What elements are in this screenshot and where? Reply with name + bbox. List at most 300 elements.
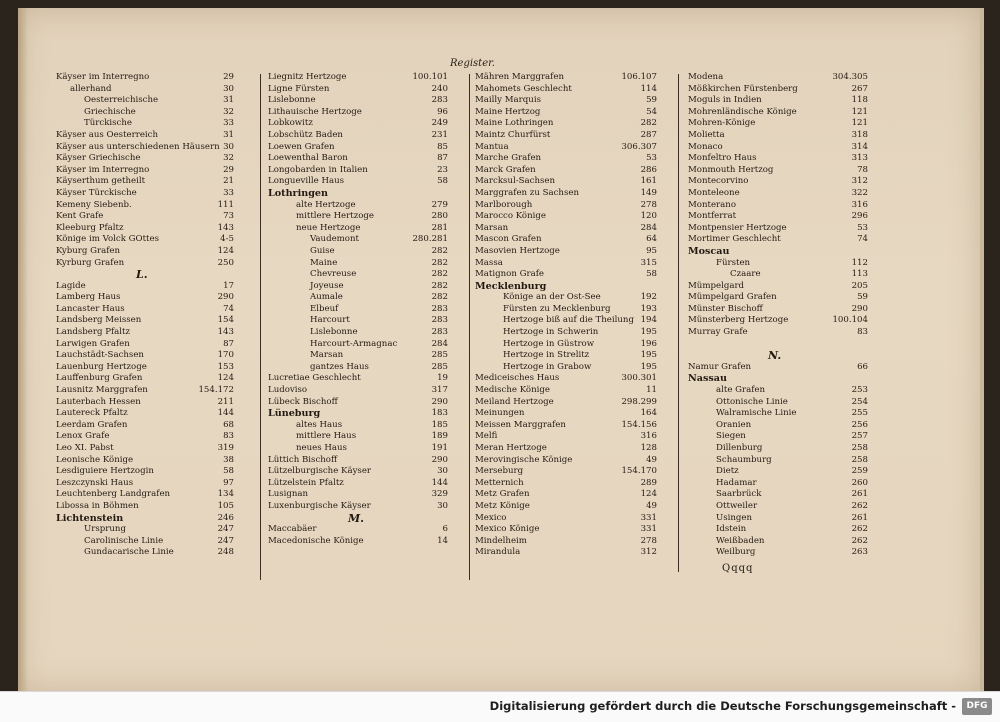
index-entry — [268, 72, 448, 84]
entry-name: Hertzoge in Schwerin — [503, 327, 599, 338]
index-entry — [475, 385, 657, 397]
index-entry — [688, 142, 868, 154]
entry-page-number: 6 — [442, 524, 448, 535]
index-entry — [688, 362, 868, 374]
entry-page-number: 257 — [851, 431, 868, 442]
entry-name: Moguls in Indien — [688, 95, 762, 106]
entry-name: Mailly Marquis — [475, 95, 541, 106]
entry-page-number: 30 — [437, 500, 448, 511]
entry-page-number: 280 — [431, 211, 448, 222]
entry-name: Mantua — [475, 141, 509, 152]
entry-name: Hertzoge in Güstrow — [503, 338, 595, 349]
column-rule — [678, 74, 679, 572]
entry-page-number: 316 — [640, 431, 657, 442]
entry-page-number: 124 — [217, 245, 234, 256]
dfg-logo[interactable]: DFG — [962, 698, 992, 715]
index-entry — [56, 350, 234, 362]
index-entry — [688, 373, 868, 385]
index-entry — [56, 84, 234, 96]
entry-page-number: 317 — [431, 385, 448, 396]
entry-page-number: 231 — [431, 129, 448, 140]
entry-page-number: 282 — [431, 245, 448, 256]
index-entry — [688, 304, 868, 316]
index-entry — [56, 524, 234, 536]
entry-name: Schaumburg — [716, 454, 772, 465]
entry-page-number: 32 — [223, 153, 234, 164]
entry-name: Longobarden in Italien — [268, 164, 368, 175]
index-entry — [56, 281, 234, 293]
index-entry — [56, 536, 234, 548]
entry-page-number: 255 — [851, 408, 868, 419]
entry-name: Lobschütz Baden — [268, 129, 343, 140]
index-entry — [475, 420, 657, 432]
entry-page-number: 262 — [851, 500, 868, 511]
entry-page-number: 74 — [857, 234, 868, 245]
entry-name: Saarbrück — [716, 489, 762, 500]
entry-name: Lithauische Hertzoge — [268, 106, 362, 117]
index-entry — [475, 431, 657, 443]
entry-page-number: 49 — [646, 454, 657, 465]
entry-name: Larwigen Grafen — [56, 338, 130, 349]
entry-name: neue Hertzoge — [296, 222, 361, 233]
index-entry — [56, 118, 234, 130]
index-entry — [688, 130, 868, 142]
entry-name: Montferrat — [688, 211, 737, 222]
entry-name: Mascon Grafen — [475, 234, 542, 245]
page-binding-shadow — [18, 8, 28, 692]
index-entry — [688, 223, 868, 235]
index-entry — [268, 408, 448, 420]
entry-page-number: 194 — [640, 315, 657, 326]
entry-page-number: 38 — [223, 454, 234, 465]
index-entry — [268, 95, 448, 107]
entry-page-number: 68 — [223, 419, 234, 430]
index-entry — [268, 466, 448, 478]
entry-page-number: 189 — [431, 431, 448, 442]
entry-name: Lusignan — [268, 489, 309, 500]
index-entry — [475, 478, 657, 490]
index-entry — [688, 547, 868, 559]
entry-page-number: 73 — [223, 211, 234, 222]
index-entry — [56, 362, 234, 374]
entry-page-number: 118 — [851, 95, 868, 106]
entry-name: Marocco Könige — [475, 211, 546, 222]
entry-page-number: 286 — [640, 164, 657, 175]
entry-name: Massa — [475, 257, 503, 268]
index-entry — [688, 72, 868, 84]
entry-page-number: 30 — [223, 141, 234, 152]
entry-page-number: 262 — [851, 524, 868, 535]
index-entry — [475, 211, 657, 223]
entry-page-number: 164 — [640, 408, 657, 419]
index-entry — [56, 455, 234, 467]
index-entry — [56, 95, 234, 107]
index-entry — [56, 489, 234, 501]
entry-name: Lichtenstein — [56, 512, 124, 524]
index-entry — [268, 258, 448, 270]
index-entry — [688, 489, 868, 501]
entry-page-number: 290 — [217, 292, 234, 303]
index-entry — [268, 339, 448, 351]
entry-name: Loewenthal Baron — [268, 153, 348, 164]
footer-bar — [0, 691, 1000, 722]
index-entry — [56, 200, 234, 212]
index-entry — [268, 350, 448, 362]
index-entry — [688, 281, 868, 293]
index-column-1 — [56, 72, 234, 559]
book-page — [18, 8, 984, 692]
entry-name: neues Haus — [296, 443, 347, 453]
entry-name: Münster Bischoff — [688, 303, 763, 314]
index-entry — [475, 327, 657, 339]
entry-page-number: 195 — [640, 350, 657, 361]
index-entry — [268, 385, 448, 397]
entry-name: Käyser im Interregno — [56, 164, 150, 175]
index-entry — [268, 153, 448, 165]
entry-name: Münsterberg Hertzoge — [688, 315, 789, 326]
index-entry — [268, 431, 448, 443]
index-entry — [268, 130, 448, 142]
entry-page-number: 153 — [217, 361, 234, 372]
index-entry — [688, 269, 868, 281]
index-entry — [268, 246, 448, 258]
index-entry — [56, 142, 234, 154]
index-entry — [56, 176, 234, 188]
entry-name: Meran Hertzoge — [475, 443, 547, 453]
index-entry — [688, 397, 868, 409]
entry-page-number: 306.307 — [621, 141, 657, 152]
entry-name: Merseburg — [475, 466, 524, 477]
entry-page-number: 249 — [431, 118, 448, 129]
index-entry — [56, 466, 234, 478]
index-entry — [688, 315, 868, 327]
entry-name: Lenox Grafe — [56, 431, 110, 442]
entry-page-number: 149 — [640, 187, 657, 198]
index-column-4 — [688, 72, 868, 559]
index-entry — [688, 385, 868, 397]
entry-name: Metternich — [475, 477, 524, 488]
entry-name: Medische Könige — [475, 385, 550, 396]
entry-page-number: 191 — [431, 443, 448, 453]
entry-page-number: 248 — [217, 547, 234, 558]
entry-page-number: 316 — [851, 199, 868, 210]
entry-page-number: 285 — [431, 350, 448, 361]
entry-name: Maintz Churfürst — [475, 129, 551, 140]
entry-page-number: 282 — [431, 280, 448, 291]
index-entry — [475, 397, 657, 409]
entry-name: Kleeburg Pfaltz — [56, 222, 124, 233]
index-entry — [688, 95, 868, 107]
entry-name: Marsan — [310, 350, 344, 361]
entry-name: Könige an der Ost-See — [503, 292, 601, 303]
index-entry — [56, 339, 234, 351]
index-entry — [475, 84, 657, 96]
entry-name: Liegnitz Hertzoge — [268, 72, 347, 82]
index-entry — [268, 397, 448, 409]
entry-page-number: 49 — [646, 500, 657, 511]
index-entry — [688, 455, 868, 467]
entry-name: Monteleone — [688, 187, 740, 198]
entry-name: Weilburg — [716, 547, 756, 558]
entry-name: Käyser Griechische — [56, 153, 141, 164]
index-entry — [56, 223, 234, 235]
entry-name: Guise — [310, 245, 335, 256]
entry-name: Mohrenländische Könige — [688, 106, 797, 117]
index-entry — [475, 350, 657, 362]
index-entry — [56, 408, 234, 420]
index-entry — [56, 397, 234, 409]
index-entry — [688, 536, 868, 548]
entry-page-number: 33 — [223, 118, 234, 129]
index-entry — [268, 165, 448, 177]
index-entry — [688, 327, 868, 339]
index-entry — [688, 258, 868, 270]
entry-page-number: 33 — [223, 187, 234, 198]
entry-page-number: 281 — [431, 222, 448, 233]
entry-name: Idstein — [716, 524, 747, 535]
entry-name: Mexico Könige — [475, 524, 540, 535]
index-entry — [475, 223, 657, 235]
entry-name: Elbeuf — [310, 303, 339, 314]
entry-page-number: 85 — [437, 141, 448, 152]
entry-name: Lamberg Haus — [56, 292, 121, 303]
entry-page-number: 124 — [217, 373, 234, 384]
entry-name: Gundacarische Linie — [84, 547, 174, 558]
index-entry — [56, 153, 234, 165]
entry-name: Marck Grafen — [475, 164, 536, 175]
entry-name: Merovingische Könige — [475, 454, 573, 465]
entry-page-number: 296 — [851, 211, 868, 222]
entry-page-number: 319 — [217, 443, 234, 453]
entry-name: Fürsten — [716, 257, 751, 268]
index-entry — [268, 513, 448, 525]
index-entry — [688, 350, 868, 362]
index-entry — [56, 478, 234, 490]
entry-page-number: 185 — [431, 419, 448, 430]
index-entry — [56, 165, 234, 177]
index-entry — [268, 107, 448, 119]
entry-name: Joyeuse — [310, 280, 344, 291]
entry-page-number: 278 — [640, 535, 657, 546]
index-entry — [268, 188, 448, 200]
entry-name: Marggrafen zu Sachsen — [475, 187, 579, 198]
index-entry — [688, 408, 868, 420]
index-entry — [56, 292, 234, 304]
entry-name: Käyser aus unterschiedenen Häusern — [56, 141, 220, 152]
entry-name: Harcourt — [310, 315, 350, 326]
entry-page-number: 247 — [217, 524, 234, 535]
entry-page-number: 121 — [851, 118, 868, 129]
entry-page-number: 66 — [857, 361, 868, 372]
entry-page-number: 312 — [640, 547, 657, 558]
index-entry — [268, 489, 448, 501]
entry-page-number: 331 — [640, 524, 657, 535]
entry-name: Kemeny Siebenb. — [56, 199, 132, 210]
entry-page-number: 114 — [640, 83, 657, 94]
entry-name: Namur Grafen — [688, 361, 752, 372]
entry-page-number: 279 — [431, 199, 448, 210]
entry-page-number: 134 — [217, 489, 234, 500]
index-entry — [475, 362, 657, 374]
index-entry — [56, 211, 234, 223]
entry-name: Maccabäer — [268, 524, 317, 535]
index-entry — [475, 443, 657, 455]
entry-name: Kent Grafe — [56, 211, 104, 222]
entry-name: Ottweiler — [716, 500, 758, 511]
index-entry — [475, 339, 657, 351]
entry-page-number: 143 — [217, 222, 234, 233]
entry-page-number: 31 — [223, 129, 234, 140]
entry-page-number: 58 — [223, 466, 234, 477]
entry-page-number: 30 — [223, 83, 234, 94]
entry-page-number: 154 — [217, 315, 234, 326]
entry-name: Vaudemont — [310, 234, 359, 245]
index-entry — [475, 72, 657, 84]
index-entry — [475, 373, 657, 385]
entry-name: Landsberg Pfaltz — [56, 327, 131, 338]
entry-page-number: 314 — [851, 141, 868, 152]
entry-page-number: 256 — [851, 419, 868, 430]
entry-page-number: 124 — [640, 489, 657, 500]
entry-name: Lagide — [56, 280, 86, 291]
entry-name: Lancaster Haus — [56, 303, 125, 314]
entry-page-number: 144 — [217, 408, 234, 419]
index-entry — [688, 188, 868, 200]
entry-name: alte Grafen — [716, 385, 766, 396]
index-entry — [268, 373, 448, 385]
entry-page-number: 240 — [431, 83, 448, 94]
entry-page-number: 31 — [223, 95, 234, 106]
entry-page-number: 282 — [640, 118, 657, 129]
entry-name: Türckische — [84, 118, 132, 129]
entry-page-number: 254 — [851, 396, 868, 407]
index-entry — [475, 466, 657, 478]
entry-page-number: 329 — [431, 489, 448, 500]
index-entry — [475, 246, 657, 258]
entry-page-number: 161 — [640, 176, 657, 187]
index-entry — [475, 513, 657, 525]
index-entry — [688, 118, 868, 130]
entry-page-number: 196 — [640, 338, 657, 349]
entry-name: Modena — [688, 72, 724, 82]
entry-name: Moscau — [688, 245, 730, 257]
entry-name: Libossa in Böhmen — [56, 500, 139, 511]
entry-page-number: 53 — [646, 153, 657, 164]
entry-name: Mindelheim — [475, 535, 527, 546]
index-entry — [688, 524, 868, 536]
entry-page-number: 195 — [640, 361, 657, 372]
entry-page-number: 29 — [223, 164, 234, 175]
entry-page-number: 74 — [223, 303, 234, 314]
index-entry — [475, 118, 657, 130]
index-entry — [475, 107, 657, 119]
entry-name: Mümpelgard Grafen — [688, 292, 777, 303]
index-entry — [268, 315, 448, 327]
entry-page-number: 282 — [431, 269, 448, 280]
index-entry — [688, 431, 868, 443]
entry-name: Mortimer Geschlecht — [688, 234, 781, 245]
entry-name: Monterano — [688, 199, 736, 210]
index-entry — [268, 211, 448, 223]
index-entry — [688, 420, 868, 432]
entry-page-number: 11 — [646, 385, 657, 396]
entry-name: Macedonische Könige — [268, 535, 364, 546]
entry-page-number: 30 — [437, 466, 448, 477]
entry-name: Montpensier Hertzoge — [688, 222, 787, 233]
entry-name: L. — [136, 268, 148, 282]
entry-name: Lauffenburg Grafen — [56, 373, 143, 384]
signature-mark: Qqqq — [722, 563, 754, 574]
index-entry — [475, 501, 657, 513]
index-entry — [688, 501, 868, 513]
entry-name: Käyser im Interregno — [56, 72, 150, 82]
index-entry — [475, 304, 657, 316]
index-entry — [688, 165, 868, 177]
entry-page-number: 283 — [431, 95, 448, 106]
entry-name: Lautereck Pfaltz — [56, 408, 128, 419]
entry-page-number: 183 — [431, 408, 448, 419]
entry-name: Landsberg Meissen — [56, 315, 142, 326]
entry-page-number: 290 — [851, 303, 868, 314]
entry-page-number: 58 — [437, 176, 448, 187]
entry-name: Leuchtenberg Landgrafen — [56, 489, 171, 500]
index-entry — [688, 478, 868, 490]
entry-name: Oesterreichische — [84, 95, 159, 106]
entry-name: Maine — [310, 257, 338, 268]
index-entry — [268, 536, 448, 548]
entry-name: Melfi — [475, 431, 498, 442]
entry-name: Oranien — [716, 419, 752, 430]
entry-name: M. — [348, 511, 365, 525]
entry-name: Mahomets Geschlecht — [475, 83, 572, 94]
entry-page-number: 312 — [851, 176, 868, 187]
entry-name: N. — [768, 349, 782, 363]
column-rule — [260, 74, 261, 580]
entry-page-number: 313 — [851, 153, 868, 164]
entry-page-number: 290 — [431, 396, 448, 407]
entry-name: Walramische Linie — [716, 408, 797, 419]
index-entry — [688, 246, 868, 258]
entry-page-number: 284 — [640, 222, 657, 233]
entry-page-number: 23 — [437, 164, 448, 175]
entry-page-number: 14 — [437, 535, 448, 546]
entry-name: Meinungen — [475, 408, 525, 419]
index-entry — [268, 223, 448, 235]
index-entry — [475, 188, 657, 200]
index-entry — [268, 304, 448, 316]
entry-page-number: 154.156 — [621, 419, 657, 430]
entry-name: Marsan — [475, 222, 509, 233]
entry-page-number: 195 — [640, 327, 657, 338]
entry-page-number: 53 — [857, 222, 868, 233]
entry-name: Nassau — [688, 373, 727, 385]
index-entry — [56, 130, 234, 142]
entry-name: Luxenburgische Käyser — [268, 500, 371, 511]
entry-name: Longueville Haus — [268, 176, 345, 187]
index-entry — [688, 211, 868, 223]
entry-name: Metz Könige — [475, 500, 530, 511]
entry-name: Marche Grafen — [475, 153, 542, 164]
entry-name: Monfeltro Haus — [688, 153, 757, 164]
entry-name: Monaco — [688, 141, 723, 152]
index-entry — [475, 200, 657, 212]
entry-page-number: 100.101 — [412, 72, 448, 82]
index-entry — [56, 501, 234, 513]
index-entry — [268, 84, 448, 96]
entry-page-number: 262 — [851, 535, 868, 546]
entry-name: Loewen Grafen — [268, 141, 335, 152]
entry-name: Lobkowitz — [268, 118, 313, 129]
